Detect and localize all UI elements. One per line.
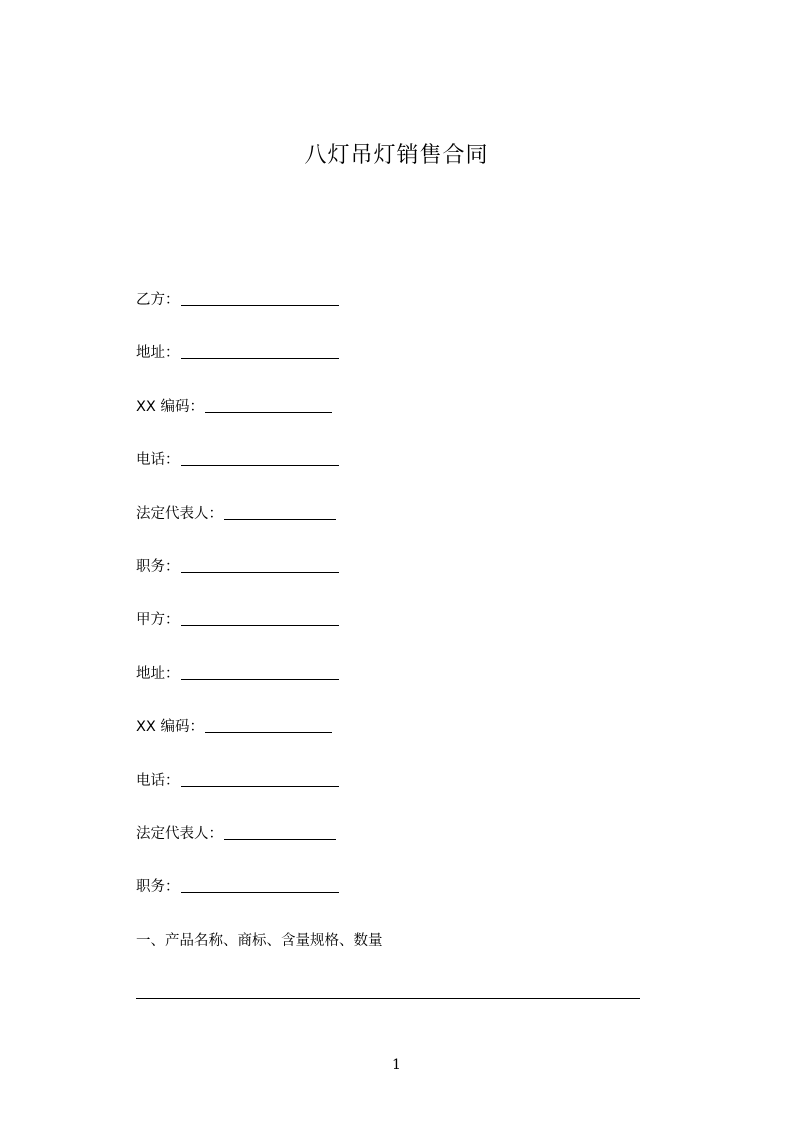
page-number: 1: [392, 1057, 401, 1073]
field-label: 职务：: [136, 558, 180, 575]
field-party-b: [136, 288, 656, 341]
field-label: 地址：: [136, 345, 180, 362]
field-label: 地址：: [136, 665, 180, 682]
field-label: 电话：: [136, 772, 180, 789]
fill-in-blank: [181, 608, 339, 626]
field-phone-b: [136, 448, 656, 501]
field-address-b: [136, 341, 656, 394]
field-phone-a: [136, 769, 656, 822]
field-label: 职务：: [136, 879, 180, 896]
fill-in-blank: [224, 822, 336, 840]
field-address-a: [136, 662, 656, 715]
field-label: 乙方：: [136, 292, 180, 308]
field-postcode-b: [136, 395, 656, 448]
fill-in-blank: [205, 395, 332, 413]
fill-in-blank: [181, 288, 339, 306]
field-position-b: [136, 555, 656, 608]
field-position-a: [136, 875, 656, 928]
fill-in-blank: [181, 875, 339, 893]
fill-in-blank: [181, 555, 339, 573]
fill-in-blank: [181, 769, 339, 787]
party-info-fields: [136, 288, 656, 929]
fill-in-blank: [205, 715, 332, 733]
field-legal-rep-b: [136, 502, 656, 555]
field-postcode-a: [136, 715, 656, 768]
fill-in-blank: [181, 448, 339, 466]
fill-in-blank: [224, 502, 336, 520]
field-label: 电话：: [136, 452, 180, 469]
field-label: 法定代表人：: [136, 825, 223, 842]
field-legal-rep-a: [136, 822, 656, 875]
fill-in-blank: [181, 341, 339, 359]
section-heading: 一、产品名称、商标、含量规格、数量: [136, 933, 383, 949]
document-title: 八灯吊灯销售合同: [304, 143, 489, 168]
field-label: 甲方：: [136, 612, 180, 629]
field-party-a: [136, 608, 656, 661]
field-label: XX 编码：: [136, 398, 204, 415]
field-label: XX 编码：: [136, 719, 204, 736]
fill-in-blank: [181, 662, 339, 680]
fill-in-line: [136, 998, 640, 999]
field-label: 法定代表人：: [136, 505, 223, 522]
